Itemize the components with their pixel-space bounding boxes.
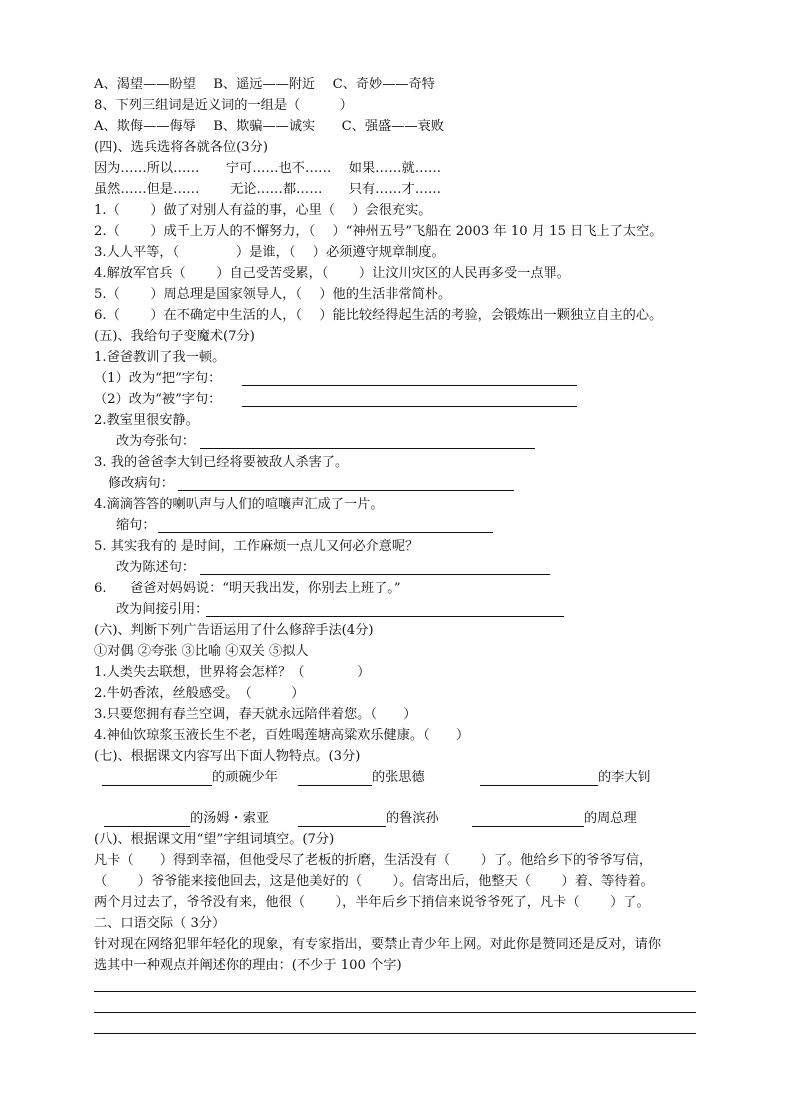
section-6-options: ①对偶 ②夸张 ③比喻 ④双关 ⑤拟人 <box>94 644 309 659</box>
section-5-q6-number: 6. <box>94 581 107 596</box>
answer-line[interactable] <box>298 785 372 786</box>
section-4-word-bank-2: 虽然……但是…… 无论……都…… 只有……才…… <box>94 182 442 197</box>
section-7-person: 的汤姆・索亚 <box>190 811 270 826</box>
section-8-line: （ ）爷爷能来接他回去，这是他美好的（ ）。信寄出后，他整天（ ）着、等待着。 <box>94 874 654 889</box>
section-7-person: 的张思德 <box>372 770 425 785</box>
section-5-q2: 2.教室里很安静。 <box>94 413 199 428</box>
section-7-person: 的顽碗少年 <box>212 770 278 785</box>
answer-line[interactable] <box>200 574 550 575</box>
answer-line[interactable] <box>158 532 493 533</box>
oral-prompt-line-1: 针对现在网络犯罪年轻化的现象，有专家指出，要禁止青少年上网。对此你是赞同还是反对，请你 <box>94 937 662 952</box>
section-4-word-bank-1: 因为……所以…… 宁可……也不…… 如果……就…… <box>94 161 442 176</box>
answer-line[interactable] <box>480 785 598 786</box>
writing-line[interactable] <box>94 1012 696 1013</box>
section-7-person: 的李大钊 <box>598 770 651 785</box>
section-5-q4: 4.滴滴答答的喇叭声与人们的喧嚷声汇成了一片。 <box>94 497 384 512</box>
section-5-title: (五)、我给句子变魔术(7分) <box>94 329 255 344</box>
oral-prompt-line-2: 选其中一种观点并阐述你的理由：(不少于 100 个字) <box>94 958 402 973</box>
answer-line[interactable] <box>298 826 386 827</box>
section-5-q5: 5. 其实我有的 是时间，工作麻烦一点儿又何必介意呢？ <box>94 539 419 554</box>
section-4-item: 1.（ ）做了对别人有益的事，心里（ ）会很充实。 <box>94 203 432 218</box>
answer-line[interactable] <box>472 826 584 827</box>
q8-options: A、欺侮——侮辱 B、欺骗——诚实 C、强盛——衰败 <box>94 119 444 134</box>
section-6-item: 3.只要您拥有春兰空调，春天就永远陪伴着您。（ ） <box>94 707 417 722</box>
section-4-item: 5.（ ）周总理是国家领导人，（ ）他的生活非常简朴。 <box>94 287 452 302</box>
oral-title: 二、口语交际（ 3分） <box>94 916 226 931</box>
section-5-q6-label: 改为间接引用： <box>116 602 209 617</box>
section-6-item: 1.人类失去联想，世界将会怎样？（ ） <box>94 665 371 680</box>
section-4-item: 4.解放军官兵（ ）自己受苦受累，（ ）让汶川灾区的人民再多受一点罪。 <box>94 266 570 281</box>
section-4-title: (四)、选兵选将各就各位(3分) <box>94 140 269 155</box>
section-4-item: 2.（ ）成千上万人的不懈努力，（ ）“神州五号”飞船在 2003 年 10 月 15 日飞上了太空。 <box>94 224 663 239</box>
section-7-person: 的周总理 <box>584 811 637 826</box>
section-5-q3: 3. 我的爸爸李大钊已经将要被敌人杀害了。 <box>94 455 349 470</box>
section-5-q1-ba-label: （1）改为“把”字句： <box>94 371 222 386</box>
section-5-q2-label: 改为夸张句： <box>116 434 196 449</box>
section-8-line: 凡卡（ ）得到幸福，但他受尽了老板的折磨，生活没有（ ）了。他给乡下的爷爷写信， <box>94 853 653 868</box>
answer-line[interactable] <box>242 385 577 386</box>
writing-line[interactable] <box>94 991 696 992</box>
section-5-q3-label: 修改病句： <box>108 476 174 491</box>
section-8-line: 两个月过去了，爷爷没有来，他很（ ），半年后乡下捎信来说爷爷死了，凡卡（ ）了。 <box>94 895 650 910</box>
section-4-item: 3.人人平等，（ ）是谁，（ ）必须遵守规章制度。 <box>94 245 445 260</box>
answer-line[interactable] <box>206 616 564 617</box>
section-6-item: 4.神仙饮琼浆玉液长生不老，百姓喝莲塘高粱欢乐健康。（ ） <box>94 728 470 743</box>
answer-line[interactable] <box>200 448 535 449</box>
section-5-q4-label: 缩句： <box>116 518 156 533</box>
section-4-item: 6.（ ）在不确定中生活的人，（ ）能比较经得起生活的考验，会锻炼出一颗独立自主的心。 <box>94 308 663 323</box>
answer-line[interactable] <box>178 490 514 491</box>
q7-options: A、渴望——盼望 B、遥远——附近 C、奇妙——奇特 <box>94 77 435 92</box>
section-5-q5-label: 改为陈述句： <box>116 560 196 575</box>
section-5-q1: 1.爸爸教训了我一顿。 <box>94 350 226 365</box>
answer-line[interactable] <box>104 826 190 827</box>
section-5-q6: 爸爸对妈妈说：“明天我出发，你别去上班了。” <box>130 581 401 596</box>
answer-line[interactable] <box>242 406 577 407</box>
section-7-person: 的鲁滨孙 <box>386 811 439 826</box>
section-6-item: 2.牛奶香浓，丝般感受。 （ ） <box>94 686 305 701</box>
q8-question: 8、下列三组词是近义词的一组是（ ） <box>94 98 353 113</box>
answer-line[interactable] <box>102 785 212 786</box>
section-8-title: (八)、根据课文用“望”字组词填空。(7分) <box>94 832 335 847</box>
section-6-title: (六)、判断下列广告语运用了什么修辞手法(4分) <box>94 623 374 638</box>
section-5-q1-bei-label: （2）改为“被”字句： <box>94 392 222 407</box>
section-7-title: (七)、根据课文内容写出下面人物特点。(3分) <box>94 749 361 764</box>
writing-line[interactable] <box>94 1033 696 1034</box>
